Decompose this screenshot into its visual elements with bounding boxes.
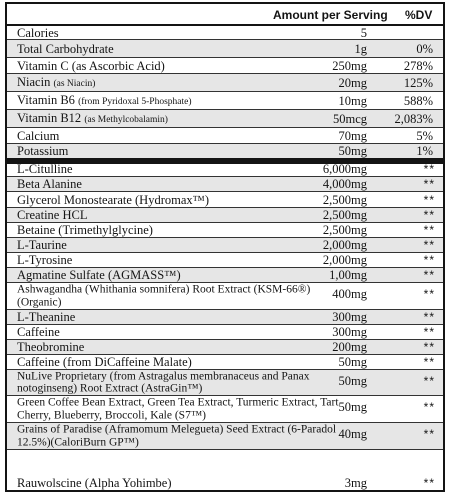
ingredient-row (7, 268, 443, 283)
nutrient-name (17, 111, 347, 127)
ingredient-name: Grains of Paradise (Aframomum Melegueta) Seed Extract (6-Paradol 12.5%)(CaloriBurn GP™) (17, 423, 337, 448)
nutrient-amount: 50mcg (332, 111, 367, 126)
ingredient-amount: 6,000mg (322, 162, 367, 176)
ingredient-amount: 300mg (332, 325, 367, 339)
nutrient-row (7, 40, 443, 58)
ingredient-row (7, 208, 443, 223)
nutrient-row (7, 144, 443, 158)
nutrient-amount: 250mg (332, 58, 367, 73)
ingredient-row (7, 192, 443, 208)
nutrient-name (17, 93, 347, 109)
daily-value-not-established: ** (423, 162, 435, 176)
nutrient-row (7, 26, 443, 40)
ingredient-row (7, 253, 443, 268)
ingredient-name: Caffeine (from DiCaffeine Malate) (17, 355, 192, 369)
nutrient-source: (as Niacin) (53, 78, 96, 89)
nutrient-name: Vitamin C (as Ascorbic Acid) (17, 58, 165, 73)
ingredient-amount: 1,00mg (329, 268, 367, 282)
supplement-facts-panel (5, 2, 445, 492)
daily-value-not-established: ** (423, 325, 435, 339)
ingredient-row (7, 325, 443, 340)
daily-value-not-established: ** (423, 400, 435, 414)
nutrient-name-main: Vitamin B12 (17, 110, 82, 125)
nutrient-amount: 10mg (338, 93, 367, 108)
ingredient-row (7, 476, 443, 490)
nutrient-dv: 1% (416, 144, 433, 158)
ingredient-row (7, 423, 443, 450)
ingredient-row (7, 177, 443, 192)
nutrient-amount: 50mg (338, 144, 367, 158)
nutrient-name: Total Carbohydrate (17, 41, 114, 56)
ingredient-amount: 50mg (338, 355, 367, 369)
ingredient-amount: 2,000mg (322, 253, 367, 267)
ingredient-amount: 40mg (338, 427, 367, 441)
nutrient-name: Calories (17, 25, 59, 40)
ingredient-amount: 2,500mg (322, 223, 367, 237)
ingredient-name: Theobromine (17, 340, 85, 354)
nutrient-name (17, 75, 347, 91)
ingredient-amount: 2,500mg (322, 208, 367, 222)
nutrient-dv: 588% (403, 93, 433, 108)
ingredient-name: Creatine HCL (17, 208, 88, 222)
ingredient-name: NuLive Proprietary (from Astragalus membranaceus and Panax notoginseng) Root Extract (AstraGin™) (17, 370, 310, 395)
ingredient-name: Beta Alanine (17, 177, 82, 191)
ingredient-name: Green Coffee Bean Extract, Green Tea Extract, Turmeric Extract, Tart Cherry, Blueberry, Broccoli, Kale (S7™) (17, 396, 339, 421)
nutrient-name-main: Vitamin B6 (17, 92, 75, 107)
ingredient-amount: 50mg (338, 374, 367, 388)
ingredient-name: L-Citulline (17, 162, 73, 176)
daily-value-not-established: ** (423, 340, 435, 354)
ingredient-amount: 400mg (332, 287, 367, 301)
daily-value-not-established: ** (423, 253, 435, 267)
nutrient-dv: 278% (403, 58, 433, 73)
ingredient-name: L-Taurine (17, 238, 67, 252)
nutrient-name-main: Niacin (17, 74, 51, 89)
ingredient-amount: 2,000mg (322, 238, 367, 252)
nutrient-row (7, 74, 443, 92)
daily-value-not-established: ** (423, 287, 435, 301)
ingredient-amount: 2,500mg (322, 192, 367, 207)
ingredient-row (7, 310, 443, 325)
daily-value-not-established: ** (423, 192, 435, 207)
nutrient-amount: 1g (354, 41, 367, 56)
nutrient-source: (from Pyridoxal 5-Phosphate) (78, 96, 192, 107)
nutrient-name: Calcium (17, 128, 60, 143)
daily-value-not-established: ** (423, 238, 435, 252)
nutrient-row (7, 128, 443, 144)
ingredient-row (7, 283, 443, 310)
ingredient-name: Rauwolscine (Alpha Yohimbe) (17, 476, 172, 490)
column-header (7, 4, 443, 26)
nutrient-row (7, 110, 443, 128)
daily-value-not-established: ** (423, 476, 435, 490)
ingredient-amount: 3mg (344, 476, 367, 490)
ingredient-name: L-Tyrosine (17, 253, 73, 267)
ingredient-name: Agmatine Sulfate (AGMASS™) (17, 268, 181, 282)
nutrient-source: (as Methylcobalamin) (84, 114, 168, 125)
ingredient-name: Ashwagandha (Whithania somnifera) Root Extract (KSM-66®) (Organic) (17, 283, 311, 308)
daily-value-not-established: ** (423, 223, 435, 237)
nutrient-name: Potassium (17, 144, 69, 158)
ingredient-name: Betaine (Trimethylglycine) (17, 223, 153, 237)
ingredient-row (7, 355, 443, 370)
nutrient-row (7, 92, 443, 110)
ingredient-row (7, 340, 443, 355)
nutrient-amount: 5 (360, 25, 367, 40)
ingredient-row (7, 370, 443, 396)
nutrient-row (7, 58, 443, 74)
nutrient-amount: 70mg (338, 128, 367, 143)
nutrient-dv: 0% (416, 41, 433, 56)
ingredient-amount: 4,000mg (322, 177, 367, 191)
daily-value-not-established: ** (423, 355, 435, 369)
daily-value-not-established: ** (423, 177, 435, 191)
ingredient-name: Caffeine (17, 325, 60, 339)
ingredient-row (7, 238, 443, 253)
nutrient-dv: 2,083% (394, 111, 433, 126)
nutrient-dv: 5% (416, 128, 433, 143)
ingredient-amount: 50mg (338, 400, 367, 414)
amount-per-serving-header: Amount per Serving (273, 8, 388, 22)
daily-value-not-established: ** (423, 268, 435, 282)
ingredient-row (7, 396, 443, 423)
ingredient-amount: 300mg (332, 310, 367, 324)
daily-value-not-established: ** (423, 310, 435, 324)
daily-value-not-established: ** (423, 374, 435, 388)
nutrient-dv: 125% (403, 75, 433, 90)
ingredient-name: Glycerol Monostearate (Hydromax™) (17, 192, 210, 207)
daily-value-not-established: ** (423, 208, 435, 222)
ingredient-amount: 200mg (332, 340, 367, 354)
ingredient-row (7, 223, 443, 238)
daily-value-header: %DV (405, 8, 433, 22)
ingredient-name: L-Theanine (17, 310, 76, 324)
nutrient-amount: 20mg (338, 75, 367, 90)
ingredient-row (7, 162, 443, 177)
daily-value-not-established: ** (423, 427, 435, 441)
